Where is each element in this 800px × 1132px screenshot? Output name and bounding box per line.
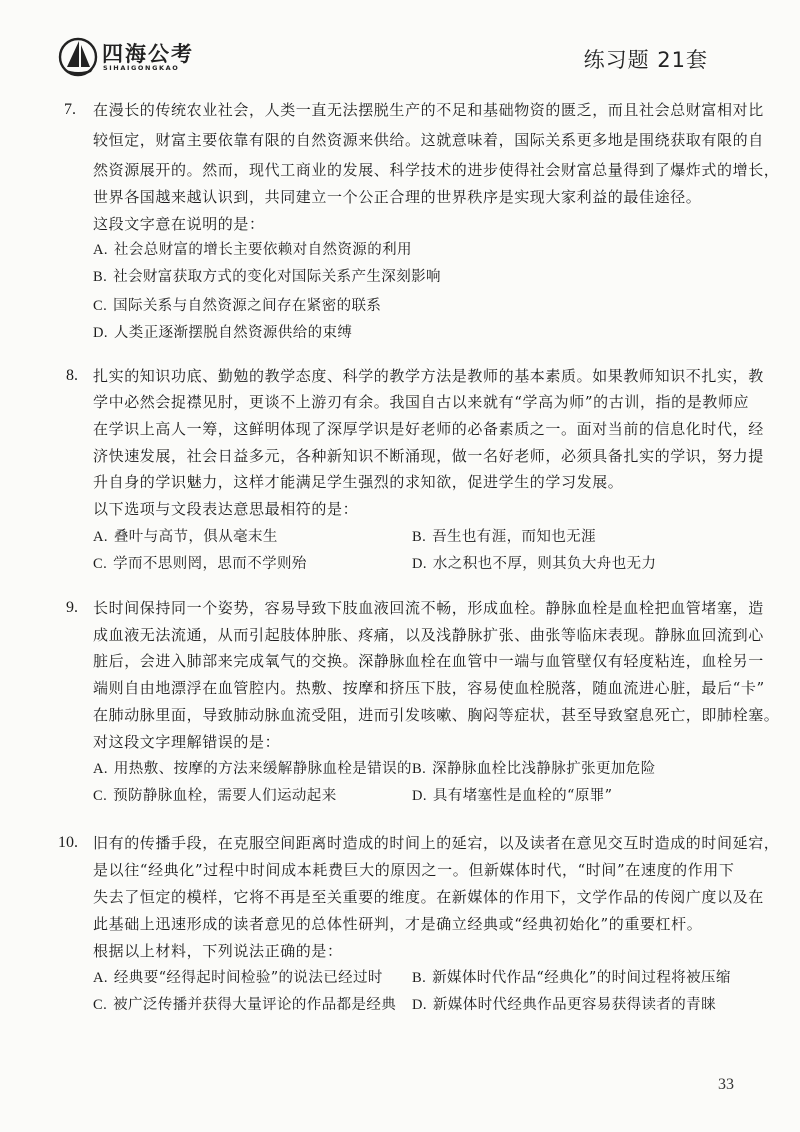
option-d[interactable]: D. 新媒体时代经典作品更容易获得读者的青睐	[412, 997, 717, 1013]
logo-text: 四海公考	[102, 42, 194, 66]
question-text-line: 是以往“经典化”过程中时间成本耗费巨大的原因之一。但新媒体时代，“时间”在速度的作用下	[93, 861, 735, 879]
option-d[interactable]: D. 人类正逐渐摆脱自然资源供给的束缚	[93, 325, 353, 341]
question-text-line: 长时间保持同一个姿势，容易导致下肢血液回流不畅，形成血栓。静脉血栓是血栓把血管堵塞，造	[93, 599, 764, 617]
logo-subtext: SIHAIGONGKAO	[103, 64, 180, 72]
question-text-line: 较恒定，财富主要依靠有限的自然资源来供给。这就意味着，国际关系更多地是围绕获取有限的自	[93, 131, 764, 149]
question-text-line: 学中必然会捉襟见肘，更谈不上游刃有余。我国自古以来就有“学高为师”的古训，指的是教师应	[93, 393, 750, 411]
option-a[interactable]: A. 社会总财富的增长主要依赖对自然资源的利用	[93, 242, 412, 258]
question-text-line: 升自身的学识魅力，这样才能满足学生强烈的求知欲，促进学生的学习发展。	[93, 473, 624, 491]
question-text-line: 成血液无法流通，从而引起肢体肿胀、疼痛，以及浅静脉扩张、曲张等临床表现。静脉血回流到心	[93, 626, 764, 644]
exercise-set-title: 练习题 21套	[583, 48, 708, 72]
question-text-line: 此基础上迅速形成的读者意见的总体性研判，才是确立经典或“经典初始化”的重要杠杆。	[93, 915, 703, 933]
question-prompt: 这段文字意在说明的是：	[93, 215, 265, 233]
option-c[interactable]: C. 被广泛传播并获得大量评论的作品都是经典	[93, 997, 397, 1013]
question-text-line: 端则自由地漂浮在血管腔内。热敷、按摩和挤压下肢，容易使血栓脱落，随血流进心脏，最后“卡”	[93, 679, 765, 697]
option-a[interactable]: A. 经典要“经得起时间检验”的说法已经过时	[93, 970, 383, 986]
question-number: 8.	[66, 367, 78, 384]
question-text-line: 脏后，会进入肺部来完成氧气的交换。深静脉血栓在血管中一端与血管壁仅有轻度粘连，血栓另一	[93, 652, 764, 670]
option-d[interactable]: D. 水之积也不厚，则其负大舟也无力	[412, 556, 657, 572]
question-text-line: 扎实的知识功底、勤勉的教学态度、科学的教学方法是教师的基本素质。如果教师知识不扎实，教	[93, 367, 764, 385]
question-number: 9.	[66, 599, 78, 616]
question-text-line: 在肺动脉里面，导致肺动脉血流受阻，进而引发咳嗽、胸闷等症状，甚至导致窒息死亡，即肺栓塞。	[93, 706, 780, 724]
option-c[interactable]: C. 国际关系与自然资源之间存在紧密的联系	[93, 298, 382, 314]
question-prompt: 根据以上材料，下列说法正确的是：	[93, 942, 343, 960]
question-text-line: 失去了恒定的模样，它将不再是至关重要的维度。在新媒体的作用下，文学作品的传阅广度以及在	[93, 888, 764, 906]
brand-logo	[58, 34, 218, 82]
option-d[interactable]: D. 具有堵塞性是血栓的“原罪”	[412, 788, 613, 804]
option-a[interactable]: A. 用热敷、按摩的方法来缓解静脉血栓是错误的	[93, 761, 412, 777]
question-text-line: 在学识上高人一筹，这鲜明体现了深厚学识是好老师的必备素质之一。面对当前的信息化时代，经	[93, 420, 764, 438]
question-prompt: 对这段文字理解错误的是：	[93, 733, 281, 751]
question-text-line: 旧有的传播手段，在克服空间距离时造成的时间上的延宕，以及读者在意见交互时造成的时间延宕，	[93, 834, 780, 852]
question-text-line: 在漫长的传统农业社会，人类一直无法摆脱生产的不足和基础物资的匮乏，而且社会总财富相对比	[93, 101, 764, 119]
option-c[interactable]: C. 学而不思则罔，思而不学则殆	[93, 556, 307, 572]
option-b[interactable]: B. 新媒体时代作品“经典化”的时间过程将被压缩	[412, 970, 731, 986]
question-number: 7.	[64, 101, 76, 118]
question-text-line: 济快速发展，社会日益多元，各种新知识不断涌现，做一名好老师，必须具备扎实的学识，努力提	[93, 447, 764, 465]
question-text-line: 世界各国越来越认识到，共同建立一个公正合理的世界秩序是实现大家利益的最佳途径。	[93, 188, 702, 206]
option-c[interactable]: C. 预防静脉血栓，需要人们运动起来	[93, 788, 337, 804]
page-number: 33	[718, 1076, 734, 1093]
question-text-line: 然资源展开的。然而，现代工商业的发展、科学技术的进步使得社会财富总量得到了爆炸式的增长，	[93, 161, 780, 179]
page-header	[0, 0, 800, 90]
option-b[interactable]: B. 深静脉血栓比浅静脉扩张更加危险	[412, 761, 656, 777]
sailboat-logo-icon	[58, 34, 98, 80]
option-a[interactable]: A. 叠叶与高节，俱从毫末生	[93, 529, 278, 545]
question-number: 10.	[58, 834, 78, 851]
option-b[interactable]: B. 吾生也有涯，而知也无涯	[412, 529, 597, 545]
option-b[interactable]: B. 社会财富获取方式的变化对国际关系产生深刻影响	[93, 269, 441, 285]
question-prompt: 以下选项与文段表达意思最相符的是：	[93, 500, 359, 518]
